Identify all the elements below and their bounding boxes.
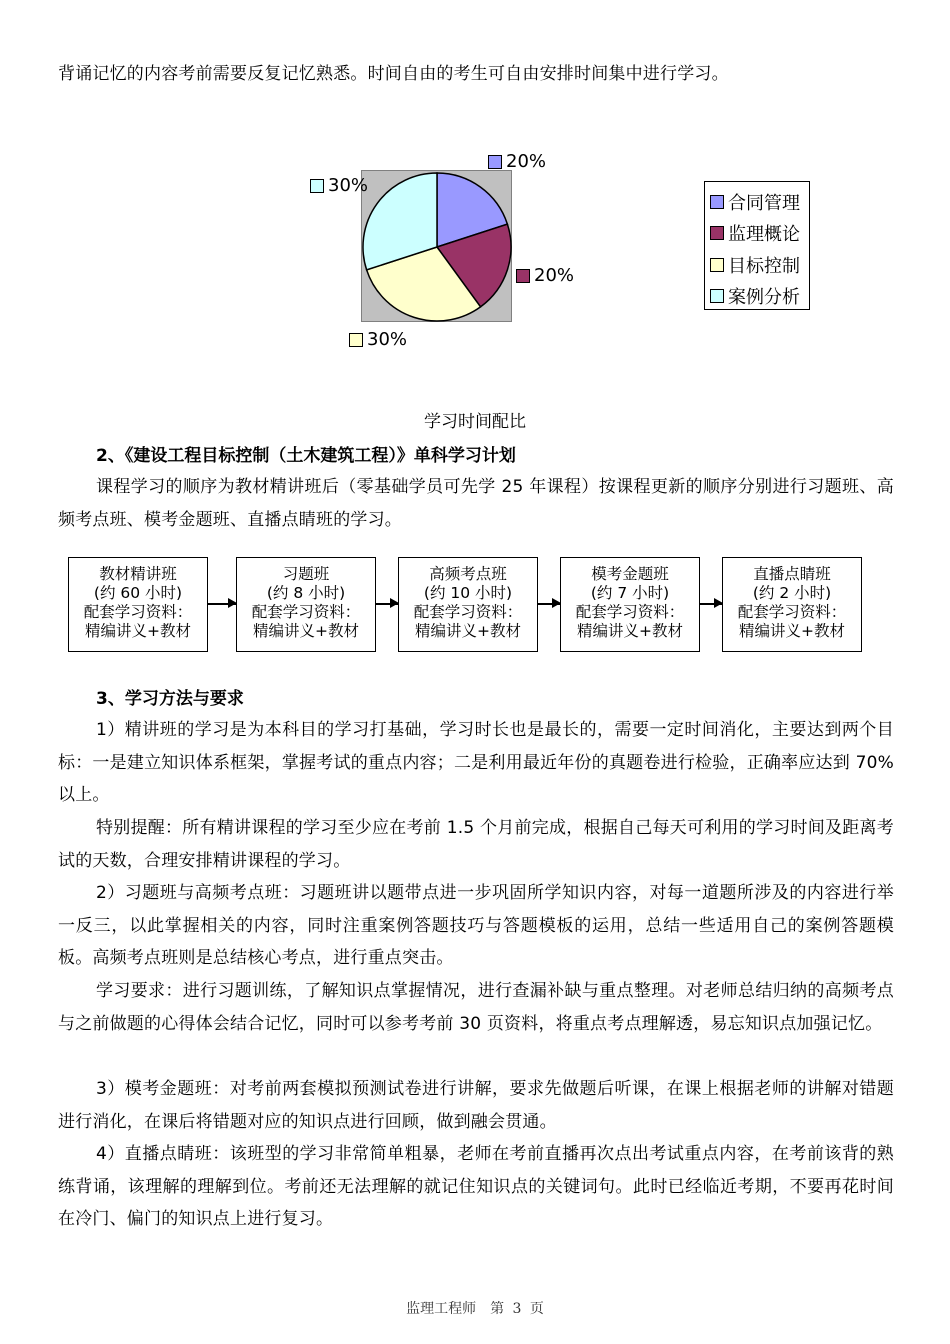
legend-item: 监理概论 [710,218,809,250]
swatch-icon [710,226,724,240]
section-2-paragraph: 课程学习的顺序为教材精讲班后（零基础学员可先学 25 年课程）按课程更新的顺序分别进行习题班、高频考点班、模考金题班、直播点睛班的学习。 [58,477,894,530]
paragraph-requirements: 学习要求：进行习题训练，了解知识点掌握情况，进行查漏补缺与重点整理。对老师总结归纳的高频考点与之前做题的心得体会结合记忆，同时可以参考考前 30 页资料，将重点考点理解透，易忘知识点加强记忆。 [58,981,894,1034]
swatch-icon [516,269,530,283]
flow-step: 高频考点班 (约 10 小时) 配套学习资料： 精编讲义+教材 [398,557,538,652]
flow-step: 直播点睛班 (约 2 小时) 配套学习资料： 精编讲义+教材 [722,557,862,652]
flow-step: 模考金题班 (约 7 小时) 配套学习资料： 精编讲义+教材 [560,557,700,652]
paragraph-live: 4）直播点睛班：该班型的学习非常简单粗暴，老师在考前直播再次点出考试重点内容，在考前该背的熟练背诵，该理解的理解到位。考前还无法理解的就记住知识点的关键词句。此时已经临近考期，不要再花时间在冷门、偏门的知识点上进行复习。 [58,1144,894,1229]
swatch-icon [710,258,724,272]
data-label-contract: 20% [488,151,546,172]
flow-step: 习题班 (约 8 小时) 配套学习资料： 精编讲义+教材 [236,557,376,652]
swatch-icon [310,179,324,193]
data-label-case: 30% [310,175,368,196]
arrow-right-icon [208,603,236,605]
data-label-overview: 20% [516,265,574,286]
swatch-icon [349,333,363,347]
swatch-icon [710,195,724,209]
section-2-heading: 2、《建设工程目标控制（土木建筑工程）》单科学习计划 [96,446,516,466]
chart-legend [704,181,810,310]
flow-step: 教材精讲班 (约 60 小时) 配套学习资料： 精编讲义+教材 [68,557,208,652]
intro-paragraph: 背诵记忆的内容考前需要反复记忆熟悉。时间自由的考生可自由安排时间集中进行学习。 [58,64,729,84]
swatch-icon [488,155,502,169]
legend-item: 案例分析 [710,281,809,313]
data-label-control: 30% [349,329,407,350]
arrow-right-icon [700,603,722,605]
legend-item: 合同管理 [710,186,809,218]
paragraph-intensive: 1）精讲班的学习是为本科目的学习打基础，学习时长也是最长的，需要一定时间消化，主要达到两个目标：一是建立知识体系框架，掌握考试的重点内容；二是利用最近年份的真题卷进行检验，正确率应达到 70%以上。 [58,720,894,805]
arrow-right-icon [538,603,560,605]
arrow-right-icon [376,603,398,605]
page-footer: 监理工程师 第 3 页 [406,1301,544,1317]
pie-chart [362,171,513,323]
paragraph-exercise: 2）习题班与高频考点班：习题班讲以题带点进一步巩固所学知识内容，对每一道题所涉及的内容进行举一反三，以此掌握相关的内容，同时注重案例答题技巧与答题模板的运用，总结一些适用自己的案例答题模板。高频考点班则是总结核心考点，进行重点突击。 [58,883,894,968]
pie-plot-area [361,170,512,322]
paragraph-reminder: 特别提醒：所有精讲课程的学习至少应在考前 1.5 个月前完成，根据自己每天可利用的学习时间及距离考试的天数，合理安排精讲课程的学习。 [58,818,894,871]
chart-caption: 学习时间配比 [424,412,526,432]
legend-item: 目标控制 [710,249,809,281]
section-3-heading: 3、学习方法与要求 [96,689,244,709]
paragraph-mock-exam: 3）模考金题班：对考前两套模拟预测试卷进行讲解，要求先做题后听课，在课上根据老师的讲解对错题进行消化，在课后将错题对应的知识点进行回顾，做到融会贯通。 [58,1079,894,1132]
swatch-icon [710,289,724,303]
